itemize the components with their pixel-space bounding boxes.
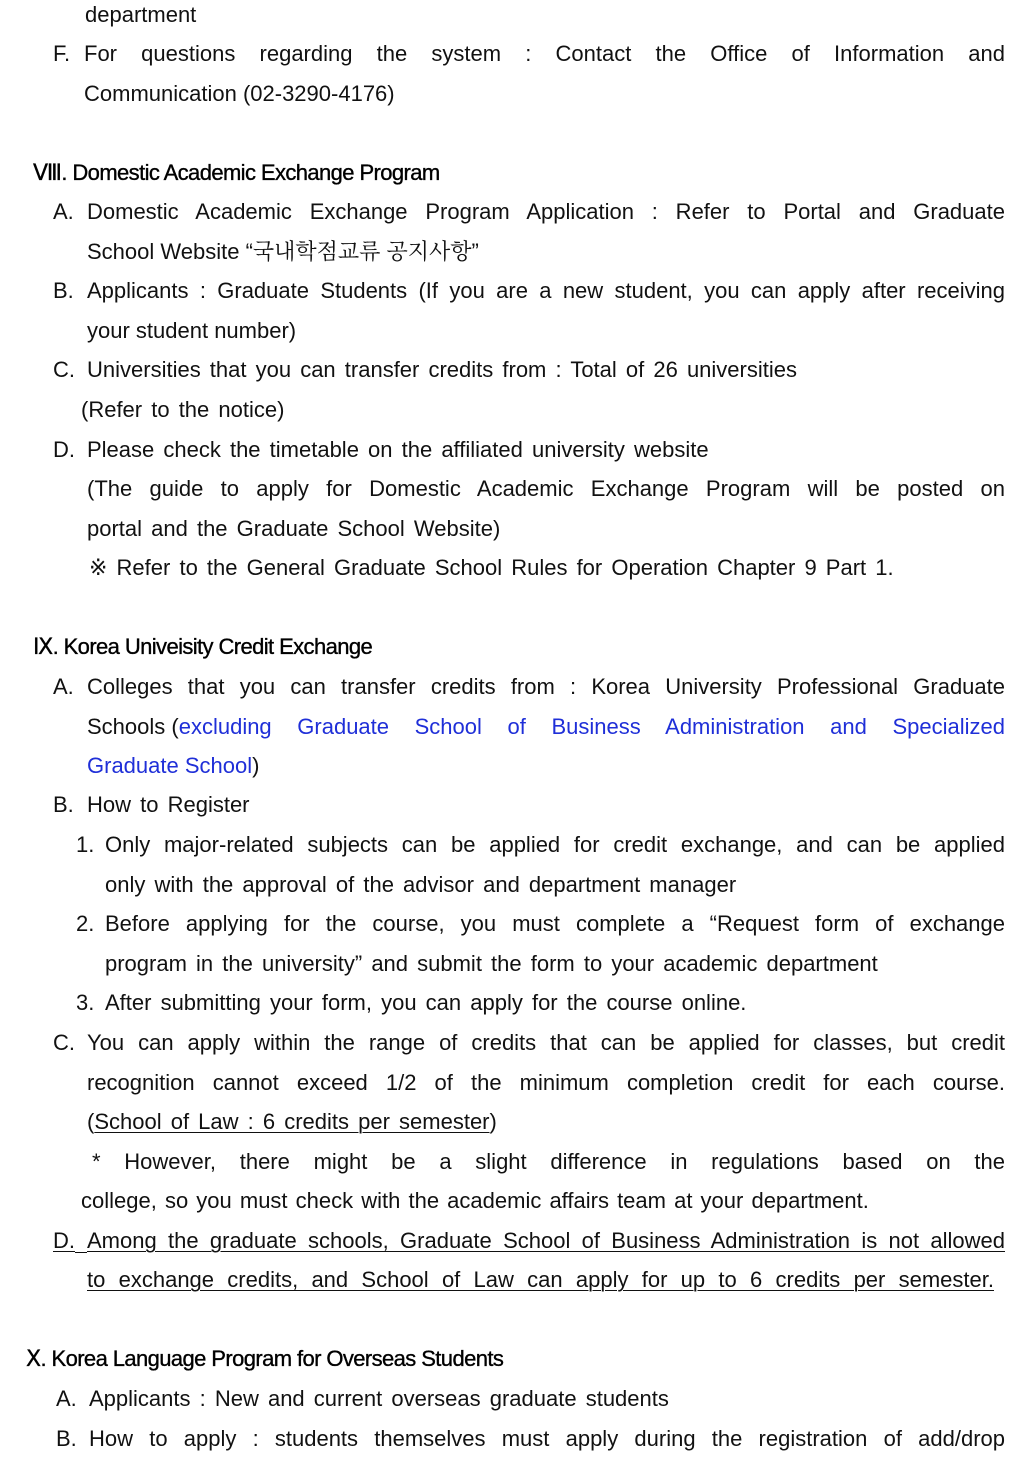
s9-b-title: How to Register [87,792,250,817]
s9-a-line3 [87,751,259,781]
underline-gap [75,1226,87,1253]
s10-b-line1: How to apply : students themselves must apply during the registration of add/drop [89,1426,1005,1451]
s10-a-line1: Applicants : New and current overseas graduate students [89,1386,669,1411]
s8-b-line1: Applicants : Graduate Students (If you are a new student, you can apply after receiving [87,278,1005,303]
s9-c-note-line2: college, so you must check with the academic affairs team at your department. [81,1188,869,1213]
item-label-a: A. [53,199,74,224]
s9-d-line2: to exchange credits, and School of Law can apply for up to 6 credits per semester. [87,1267,994,1292]
s9-c-line3 [87,1107,497,1137]
s9-a-excluded-schools: excluding Graduate School of Business Administration and Specialized [178,714,1005,739]
item-label-c: C. [53,1030,75,1055]
step-label-3: 3. [76,990,95,1015]
section-heading-viii: Ⅷ. Domestic Academic Exchange Program [33,160,440,185]
item-label-c: C. [53,357,75,382]
step-2-line2: program in the university” and submit the form to your academic department [105,951,878,976]
s8-c-line2: (Refer to the notice) [81,397,285,422]
school-of-law-credit-limit: School of Law : 6 credits per semester [94,1109,490,1134]
step-3-line1: After submitting your form, you can apply for the course online. [105,990,747,1015]
item-f-line1: For questions regarding the system : Contact the Office of Information and [84,41,1005,66]
paren-close: ) [489,1109,497,1134]
continuation-text: department [85,2,197,27]
item-label-d: D. [53,1228,75,1253]
s8-d-line1: Please check the timetable on the affiliated university website [87,437,709,462]
s8-c-line1: Universities that you can transfer credits from : Total of 26 universities [87,357,797,382]
s8-d-note: ※ Refer to the General Graduate School Rules for Operation Chapter 9 Part 1. [89,555,894,580]
s8-a-line2: School Website “국내학점교류 공지사항” [87,239,479,264]
step-1-line1: Only major-related subjects can be applied for credit exchange, and can be applied [105,832,1005,857]
s8-b-line2: your student number) [87,318,297,343]
item-label-b: B. [53,278,74,303]
step-label-1: 1. [76,832,95,857]
s8-a-line1: Domestic Academic Exchange Program Application : Refer to Portal and Graduate [87,199,1005,224]
s9-a-line2 [87,712,1005,742]
item-f-line2: Communication (02-3290-4176) [84,81,395,106]
step-2-line1: Before applying for the course, you must complete a “Request form of exchange [105,911,1005,936]
s9-c-line2: recognition cannot exceed 1/2 of the minimum completion credit for each course. [87,1070,1005,1095]
s9-c-line1: You can apply within the range of credits that can be applied for classes, but credit [87,1030,1005,1055]
s9-a-line1: Colleges that you can transfer credits from : Korea University Professional Graduate [87,674,1005,699]
item-label-a: A. [56,1386,77,1411]
s8-d-line3: portal and the Graduate School Website) [87,516,501,541]
item-label-d: D. [53,437,75,462]
item-label-b: B. [53,792,74,817]
section-heading-x: Ⅹ. Korea Language Program for Overseas Students [26,1346,504,1371]
section-heading-ix: Ⅸ. Korea Univeisity Credit Exchange [33,634,373,659]
s8-d-line2: (The guide to apply for Domestic Academic Exchange Program will be posted on [87,476,1005,501]
s9-c-note-line1: * However, there might be a slight difference in regulations based on the [92,1149,1005,1174]
s9-d-line1: Among the graduate schools, Graduate School of Business Administration is not allowed [87,1228,1005,1253]
s9-a-line3-suffix: ) [252,753,260,778]
item-label-b: B. [56,1426,77,1451]
s9-a-line2-prefix: Schools ( [87,714,179,739]
s9-a-excluded-schools-cont: Graduate School [87,753,253,778]
item-label-f: F. [53,41,71,66]
paren-open: ( [87,1109,95,1134]
step-label-2: 2. [76,911,95,936]
step-1-line2: only with the approval of the advisor and department manager [105,872,737,897]
item-label-a: A. [53,674,74,699]
